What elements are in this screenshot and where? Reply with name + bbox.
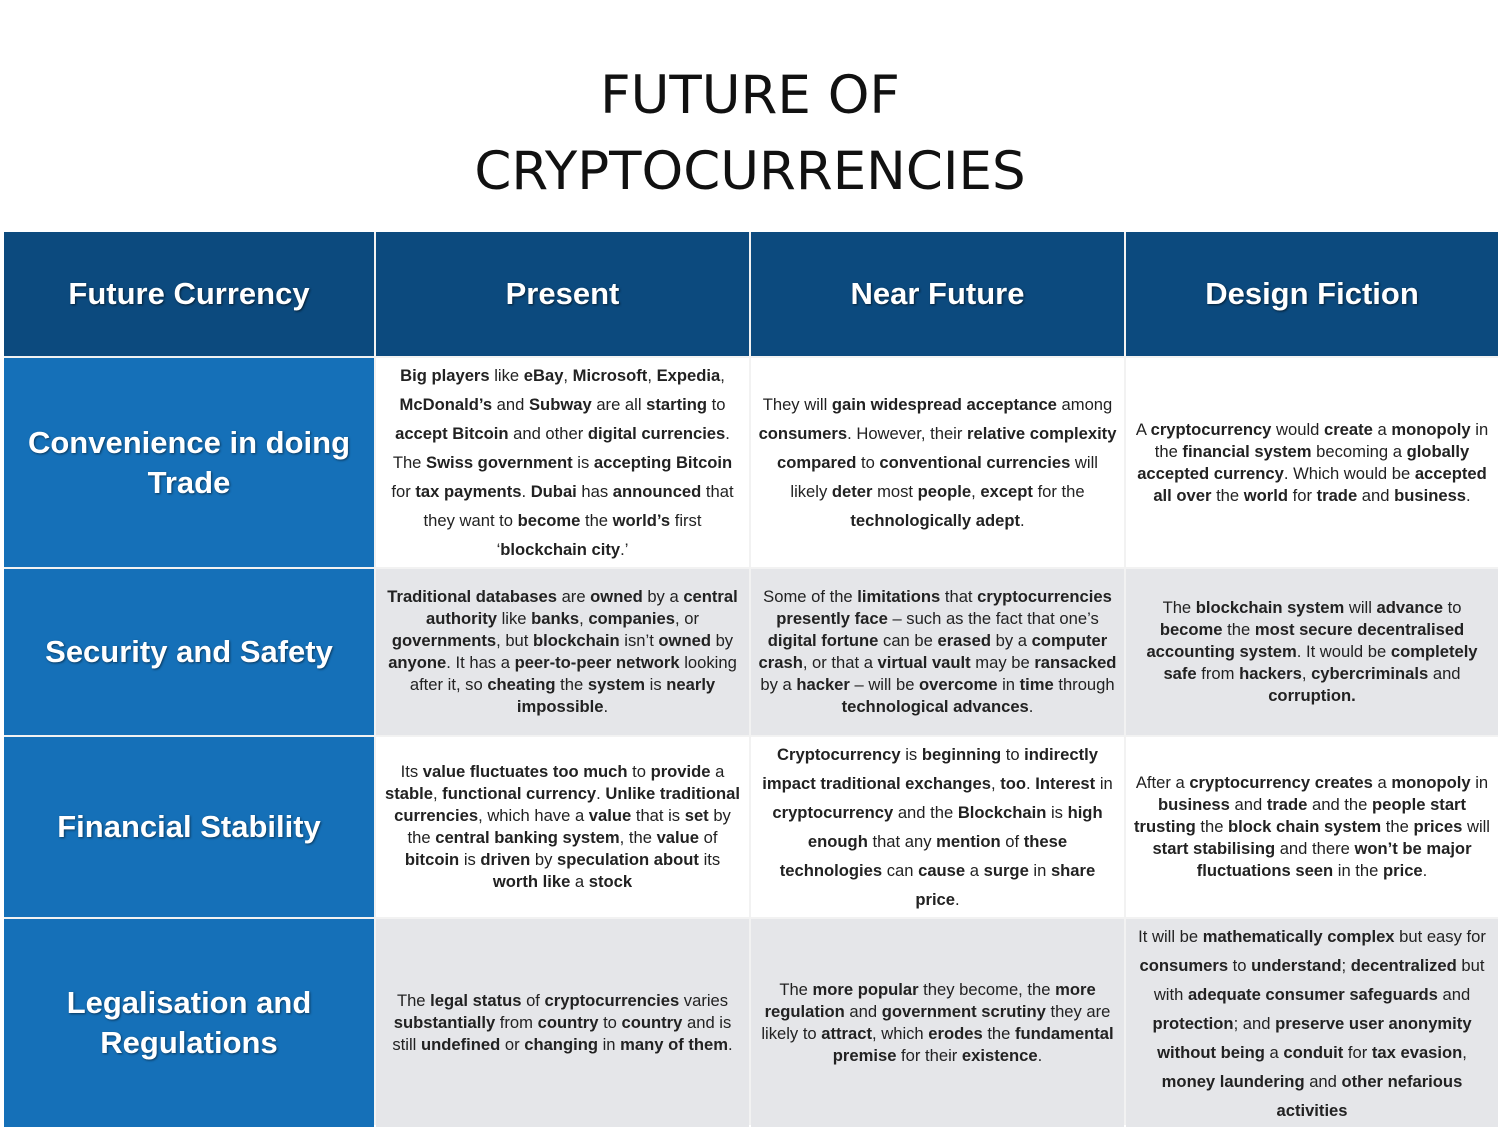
- cell-text: It will be mathematically complex but easy for consumers to understand; decentralized but with adequate consumer safeguards and protection; and preserve user anonymity without being a conduit for tax evasion, money laundering and other nefarious activities: [1138, 926, 1486, 1120]
- cell-convenience-present: [376, 358, 749, 567]
- cell-convenience-near-future: [751, 358, 1124, 567]
- page-title: [0, 58, 1500, 210]
- cell-security-near-future: [751, 569, 1124, 735]
- row-label-financial-stability: Financial Stability: [4, 737, 374, 917]
- cell-legal-present: [376, 919, 749, 1127]
- title-line-2: CRYPTOCURRENCIES: [474, 141, 1026, 202]
- cell-text: A cryptocurrency would create a monopoly in the financial system becoming a globally accepted currency. Which would be accepted all over the world for trade and business.: [1135, 419, 1489, 505]
- comparison-table: [4, 232, 1498, 1125]
- row-label-convenience: Convenience in doing Trade: [4, 358, 374, 567]
- title-line-1: FUTURE OF: [600, 65, 900, 126]
- cell-security-design-fiction: [1126, 569, 1498, 735]
- cell-text: The blockchain system will advance to become the most secure decentralised accounting system. It would be completely safe from hackers, cybercriminals and corruption.: [1146, 598, 1478, 705]
- cell-text: The legal status of cryptocurrencies varies substantially from country to country and is still undefined or changing in many of them.: [392, 991, 733, 1054]
- header-near-future: Near Future: [751, 232, 1124, 356]
- cell-text: Its value fluctuates too much to provide a stable, functional currency. Unlike traditional currencies, which have a value that is set by the central banking system, the value of bitcoin is driven by speculation about its worth like a stock: [384, 762, 741, 891]
- cell-text: They will gain widespread acceptance among consumers. However, their relative complexity compared to conventional currencies will likely deter most people, except for the technologically adept.: [758, 395, 1117, 530]
- cell-text: The more popular they become, the more regulation and government scrutiny they are likely to attract, which erodes the fundamental premise for their existence.: [761, 980, 1114, 1065]
- cell-legal-near-future: [751, 919, 1124, 1127]
- header-future-currency: Future Currency: [4, 232, 374, 356]
- header-design-fiction: Design Fiction: [1126, 232, 1498, 356]
- cell-text: Traditional databases are owned by a central authority like banks, companies, or governments, but blockchain isn’t owned by anyone. It has a peer-to-peer network looking after it, so cheating the system is nearly impossible.: [387, 587, 738, 716]
- cell-stability-near-future: [751, 737, 1124, 917]
- header-present: Present: [376, 232, 749, 356]
- cell-text: Big players like eBay, Microsoft, Expedia, McDonald’s and Subway are all starting to accept Bitcoin and other digital currencies. The Swiss government is accepting Bitcoin for tax payments. Dubai has announced that they want to become the world’s first ‘blockchain city.’: [391, 366, 734, 559]
- cell-text: Some of the limitations that cryptocurrencies presently face – such as the fact that one’s digital fortune can be erased by a computer crash, or that a virtual vault may be ransacked by a hacker – will be overcome in time through technological advances.: [758, 587, 1117, 716]
- cell-convenience-design-fiction: [1126, 358, 1498, 567]
- cell-security-present: [376, 569, 749, 735]
- row-label-security: Security and Safety: [4, 569, 374, 735]
- cell-text: Cryptocurrency is beginning to indirectly impact traditional exchanges, too. Interest in cryptocurrency and the Blockchain is high enough that any mention of these technologies can cause a surge in share price.: [762, 745, 1113, 909]
- cell-legal-design-fiction: [1126, 919, 1498, 1127]
- cell-text: After a cryptocurrency creates a monopoly in business and trade and the people start trusting the block chain system the prices will start stabilising and there won’t be major fluctuations seen in the price.: [1133, 773, 1490, 880]
- cell-stability-present: [376, 737, 749, 917]
- row-label-legalisation: Legalisation and Regulations: [4, 919, 374, 1127]
- cell-stability-design-fiction: [1126, 737, 1498, 917]
